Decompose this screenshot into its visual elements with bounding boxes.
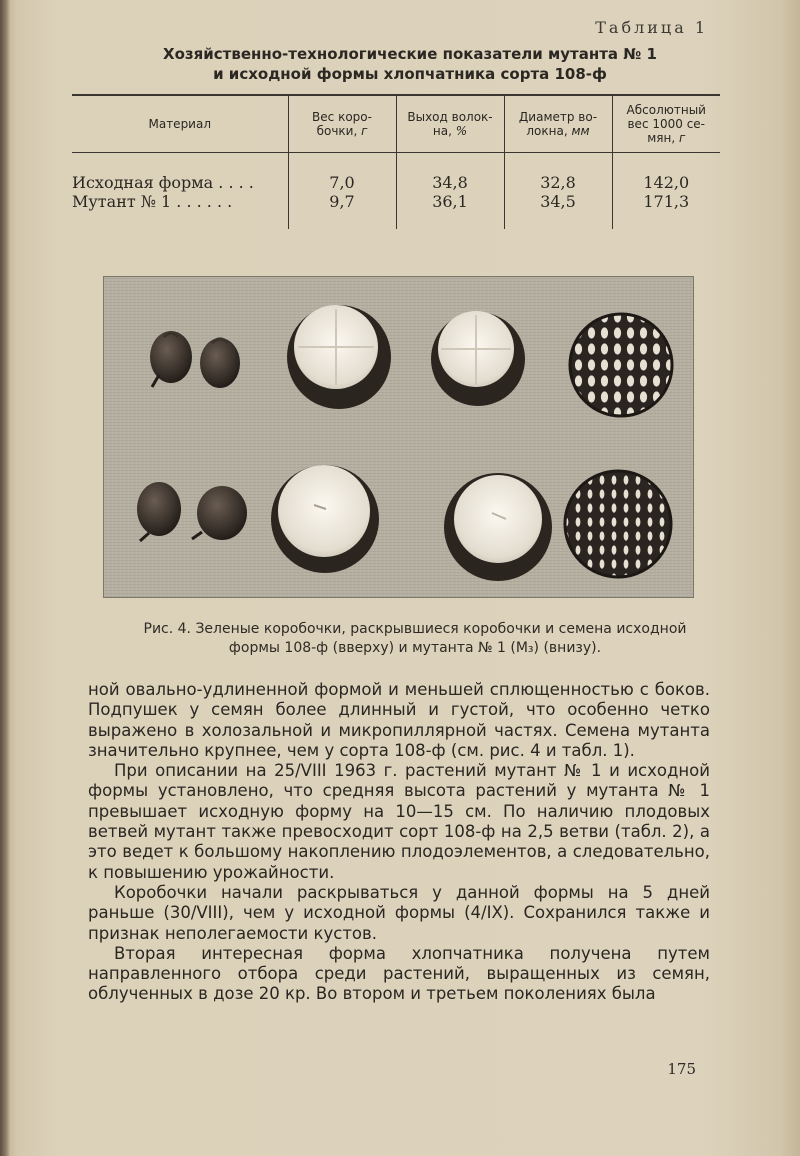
table-label: Таблица 1 xyxy=(595,18,708,37)
cell-boll-weight: 7,0 xyxy=(288,153,396,193)
table-row xyxy=(72,192,720,229)
figure-caption xyxy=(95,620,735,658)
table-title xyxy=(100,44,720,84)
column-header-boll-weight: Вес коро-бочки, г xyxy=(288,95,396,153)
figure-caption-line-2: формы 108-ф (вверху) и мутанта № 1 (М₃) (внизу). xyxy=(228,640,602,656)
cell-boll-weight: 9,7 xyxy=(288,192,396,229)
seeds-dish-icon xyxy=(565,471,671,577)
cell-fiber-diameter: 34,5 xyxy=(504,192,612,229)
open-boll-icon xyxy=(271,465,379,573)
column-header-seed-weight: Абсолютный вес 1000 се-мян, г xyxy=(612,95,720,153)
green-boll-icon xyxy=(137,482,181,541)
cell-material: Мутант № 1 . . . . . . xyxy=(72,192,233,211)
figure-caption-line-1: Рис. 4. Зеленые коробочки, раскрывшиеся коробочки и семена исходной xyxy=(143,621,687,637)
cell-seed-weight: 171,3 xyxy=(612,192,720,229)
paragraph: Коробочки начали раскрываться у данной формы на 5 дней раньше (30/VIII), чем у исходной формы (4/IX). Сохранился также и признак неполегаемости кустов. xyxy=(88,882,710,943)
table-row xyxy=(72,153,720,193)
cotton-photo-figure xyxy=(103,276,694,598)
seeds-dish-icon xyxy=(570,314,672,416)
open-boll-icon xyxy=(444,473,552,581)
book-gutter xyxy=(0,0,10,1156)
page-number: 175 xyxy=(667,1060,696,1078)
green-boll-icon xyxy=(200,338,240,388)
open-boll-icon xyxy=(287,305,391,409)
body-text xyxy=(88,680,710,1005)
paragraph: ной овально-удлиненной формой и меньшей сплющенностью с боков. Подпушек у семян более длинный и густой, что особенно четко выражено в холозальной и микропиллярной частях. Семена мутанта значительно крупнее, чем у сорта 108-ф (см. рис. 4 и табл. 1). xyxy=(88,680,710,760)
paragraph: При описании на 25/VIII 1963 г. растений мутант № 1 и исходной формы установлено, что средняя высота растений у мутанта № 1 превышает исходную форму на 10—15 см. По наличию плодовых ветвей мутант также превосходит сорт 108-ф на 2,5 ветви (табл. 2), а это ведет к большому накоплению плодоэлементов, а следовательно, к повышению урожайности. xyxy=(88,761,710,882)
green-boll-icon xyxy=(192,486,247,540)
column-header-fiber-diameter: Диаметр во-локна, мм xyxy=(504,95,612,153)
cotton-photo xyxy=(104,277,693,597)
column-header-material: Материал xyxy=(72,95,288,153)
paragraph: Вторая интересная форма хлопчатника получена путем направленного отбора среди растений, выращенных из семян, облученных в дозе 20 кр. Во втором и третьем поколениях была xyxy=(88,943,710,1004)
data-table xyxy=(72,94,720,229)
cell-fiber-diameter: 32,8 xyxy=(504,153,612,193)
table-title-line-1: Хозяйственно-технологические показатели мутанта № 1 xyxy=(163,45,657,63)
table-title-line-2: и исходной формы хлопчатника сорта 108-ф xyxy=(213,65,607,83)
table-header-row xyxy=(72,95,720,153)
column-header-fiber-yield: Выход волок-на, % xyxy=(396,95,504,153)
open-boll-icon xyxy=(431,311,525,406)
cell-fiber-yield: 36,1 xyxy=(396,192,504,229)
cell-material: Исходная форма . . . . xyxy=(72,173,254,192)
cell-fiber-yield: 34,8 xyxy=(396,153,504,193)
green-boll-icon xyxy=(150,331,192,387)
cell-seed-weight: 142,0 xyxy=(612,153,720,193)
